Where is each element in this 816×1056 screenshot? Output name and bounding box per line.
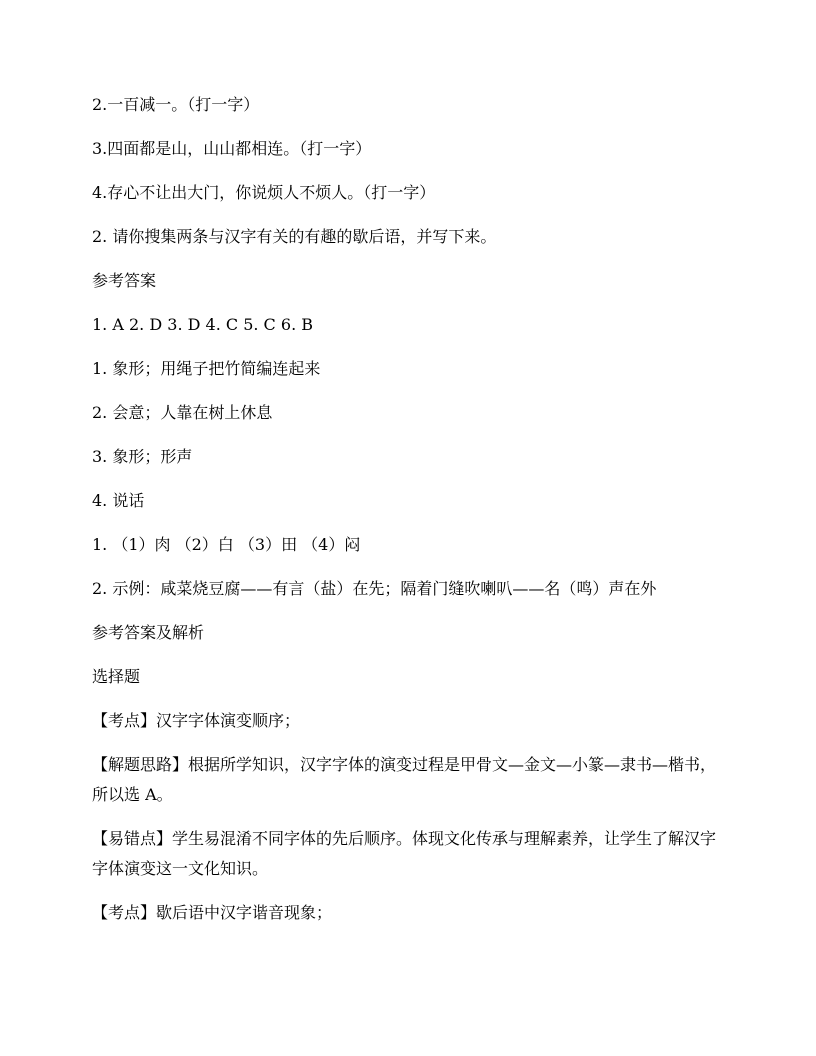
jieti-silu: 【解题思路】根据所学知识，汉字字体的演变过程是甲骨文—金文—小篆—隶书—楷书，所以选 A。 [92, 755, 717, 804]
riddle-4: 4.存心不让出大门，你说烦人不烦人。（打一字） [92, 183, 436, 202]
answer-choice-list: 1. A 2. D 3. D 4. C 5. C 6. B [92, 315, 313, 334]
answer-heading: 参考答案 [92, 271, 157, 290]
answer-xiehouyu-example: 2. 示例：咸菜烧豆腐——有言（盐）在先；隔着门缝吹喇叭——名（鸣）声在外 [92, 579, 657, 598]
answer-item-4: 4. 说话 [92, 491, 145, 510]
riddle-3: 3.四面都是山，山山都相连。（打一字） [92, 139, 372, 158]
document-body [92, 90, 724, 942]
section-choice-questions: 选择题 [92, 667, 141, 686]
answer-item-2: 2. 会意；人靠在树上休息 [92, 403, 273, 422]
question-collect-xiehouyu: 2. 请你搜集两条与汉字有关的有趣的歇后语，并写下来。 [92, 227, 497, 246]
riddle-2: 2.一百减一。（打一字） [92, 95, 260, 114]
answer-riddles: 1. （1）肉 （2）白 （3）田 （4）闷 [92, 535, 361, 554]
kaodian-2: 【考点】歇后语中汉字谐音现象； [92, 903, 333, 922]
answer-item-1: 1. 象形；用绳子把竹简编连起来 [92, 359, 321, 378]
yicuodian: 【易错点】学生易混淆不同字体的先后顺序。体现文化传承与理解素养，让学生了解汉字字体演变这一文化知识。 [92, 829, 717, 878]
answer-item-3: 3. 象形；形声 [92, 447, 193, 466]
kaodian-1: 【考点】汉字字体演变顺序； [92, 711, 301, 730]
analysis-heading: 参考答案及解析 [92, 623, 205, 642]
